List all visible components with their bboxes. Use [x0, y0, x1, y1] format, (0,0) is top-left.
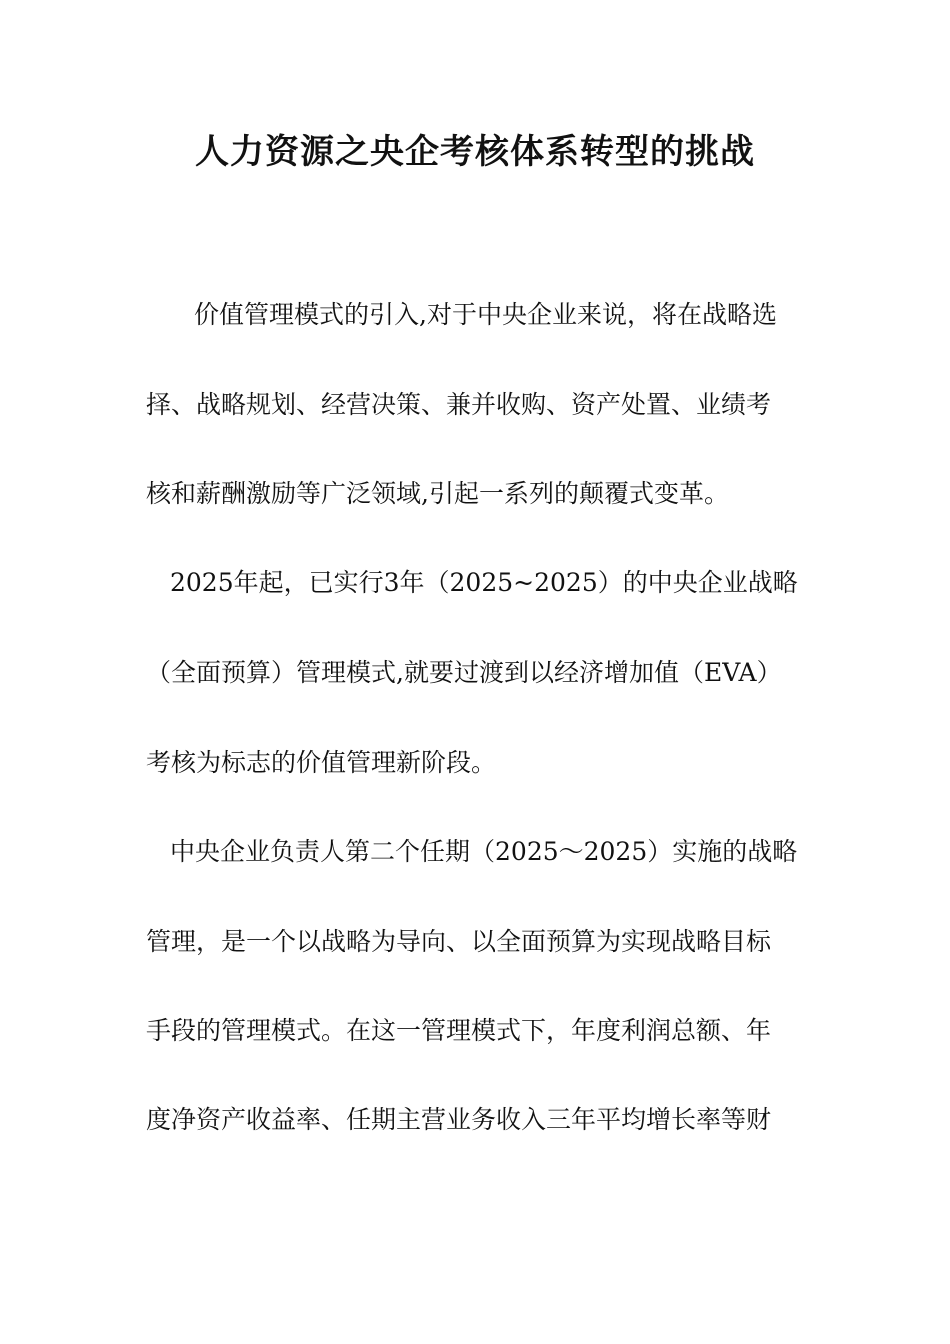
paragraph-1-line-3: 核和薪酬激励等广泛领域,引起一系列的颠覆式变革。	[146, 479, 729, 508]
paragraph-3-line-4: 度净资产收益率、任期主营业务收入三年平均增长率等财	[146, 1105, 772, 1134]
paragraph-2-line-1: 2025年起，已实行3年（2025~2025）的中央企业战略	[170, 568, 798, 597]
paragraph-3-line-1: 中央企业负责人第二个任期（2025～2025）实施的战略	[170, 837, 798, 866]
document-title: 人力资源之央企考核体系转型的挑战	[195, 132, 755, 172]
paragraph-3-line-2: 管理，是一个以战略为导向、以全面预算为实现战略目标	[146, 927, 772, 956]
paragraph-1-line-2: 择、战略规划、经营决策、兼并收购、资产处置、业绩考	[146, 390, 772, 419]
paragraph-1-line-1: 价值管理模式的引入,对于中央企业来说，将在战略选	[194, 300, 777, 329]
paragraph-2-line-2: （全面预算）管理模式,就要过渡到以经济增加值（EVA）	[146, 658, 782, 687]
paragraph-2-line-3: 考核为标志的价值管理新阶段。	[146, 748, 497, 777]
paragraph-3-line-3: 手段的管理模式。在这一管理模式下，年度利润总额、年	[146, 1016, 772, 1045]
